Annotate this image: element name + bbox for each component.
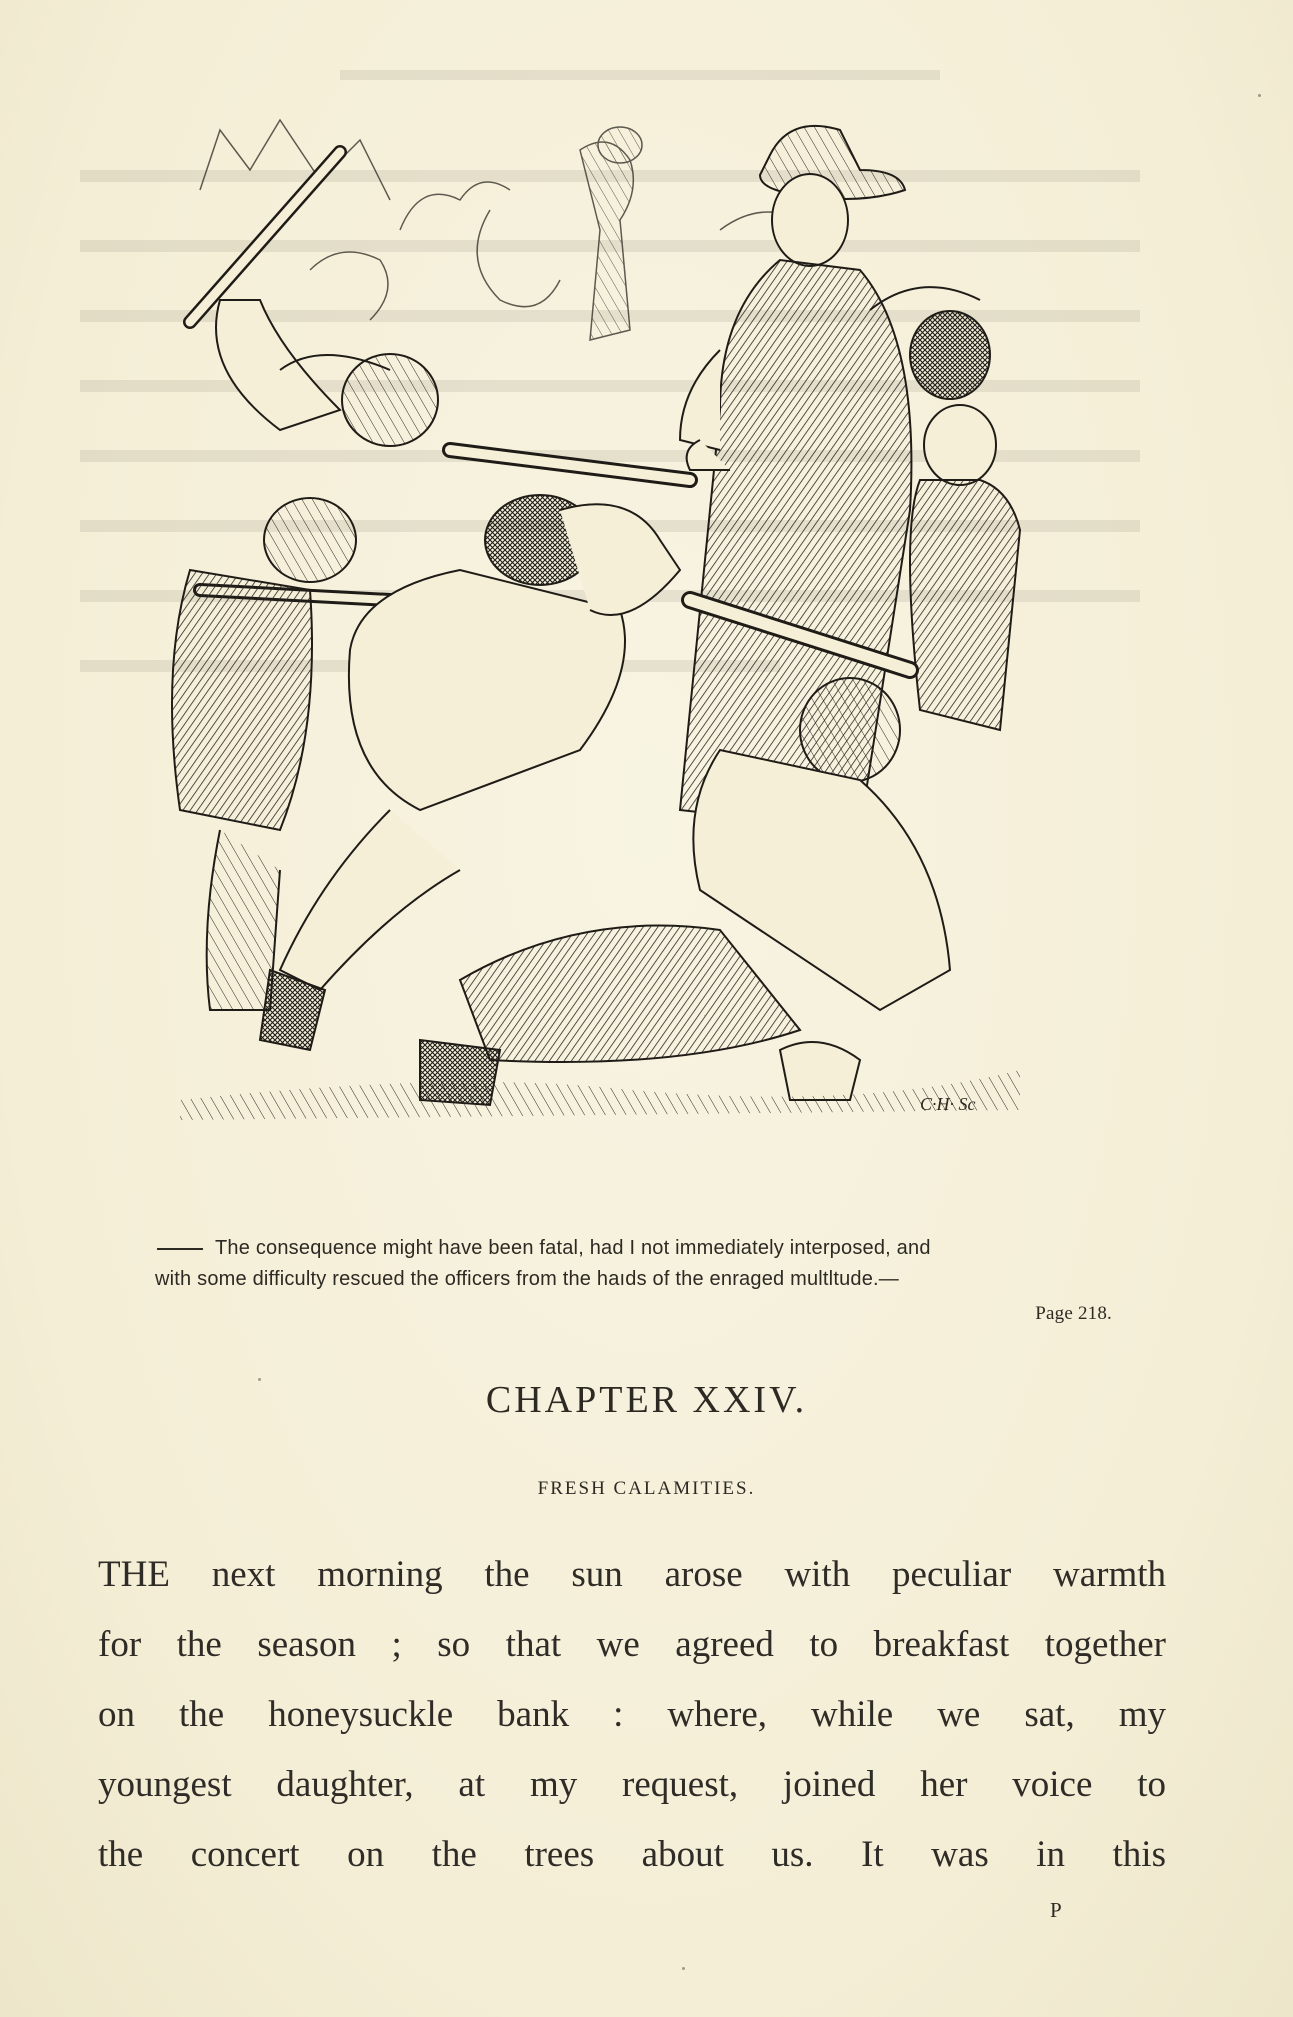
illustration-caption — [155, 1233, 1115, 1329]
chapter-title: CHAPTER XXIV. — [485, 1379, 808, 1421]
artist-mark: C·H· Sc — [920, 1094, 976, 1114]
caption-page-ref: Page 218. — [1035, 1303, 1112, 1324]
caption-line-2: with some difficulty rescued the officers from the haıds of the enraged multltude.— — [155, 1268, 900, 1290]
paper-speck — [682, 1967, 685, 1970]
figure-attacker-left — [190, 152, 438, 446]
signature-mark: P — [1050, 1898, 1062, 1922]
background-crowd — [200, 120, 800, 340]
paper-speck — [258, 1378, 261, 1381]
ground-shading — [180, 1070, 1020, 1120]
chapter-subtitle: FRESH CALAMITIES. — [537, 1478, 756, 1499]
caption-line-1 — [155, 1233, 1115, 1264]
body-line: youngest daughter, at my request, joined her voice to — [98, 1764, 1166, 1805]
engraving-illustration — [160, 110, 1100, 1150]
caption-dash — [157, 1248, 203, 1250]
body-line: for the season ; so that we agreed to breakfast together — [98, 1624, 1166, 1665]
body-line: on the honeysuckle bank : where, while we sat, my — [98, 1694, 1166, 1735]
caption-line-1-text: The consequence might have been fatal, had I not immediately interposed, and — [215, 1237, 931, 1259]
body-line: THE next morning the sun arose with peculiar warmth — [98, 1554, 1166, 1595]
body-line: the concert on the trees about us. It was in this — [98, 1834, 1166, 1875]
body-paragraph — [98, 1540, 1166, 1890]
paper-speck — [1258, 94, 1261, 97]
